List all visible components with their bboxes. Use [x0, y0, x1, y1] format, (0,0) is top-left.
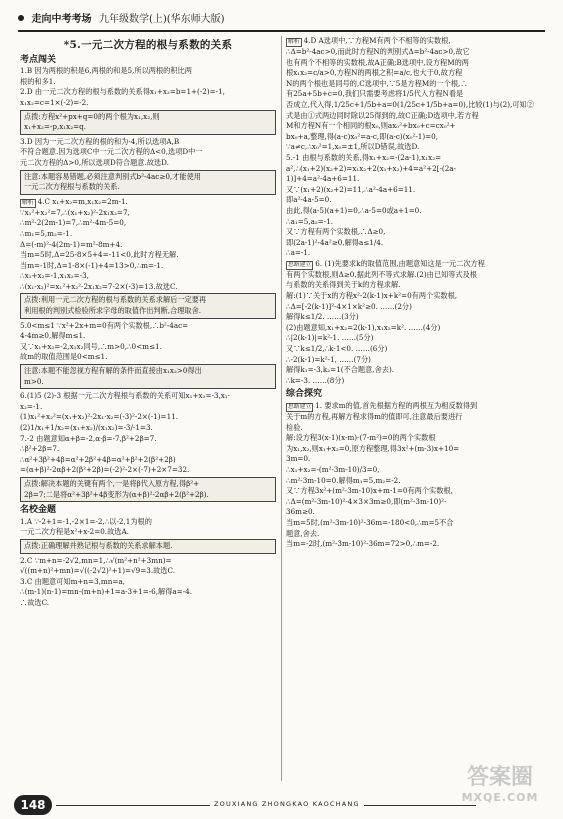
answer-line: 3.C 由题意可知m+n=3,mn=a,	[20, 576, 125, 586]
tip-line: 点拨:方程x²+px+q=0的两个根为x₁,x₂,则	[24, 111, 160, 121]
answer-line: 4-4m≥0,解得m≤1.	[20, 331, 86, 341]
header-brand: 走向中考考场	[31, 14, 92, 25]
caution-line: 一元二次方程根与系数的关系.	[24, 182, 120, 192]
watermark-line2: MXQE.COM	[461, 791, 539, 804]
answer-line: 解得k₁=-3,k₂=1(不合题意,舍去).	[286, 365, 395, 375]
answer-line: ∴Δ=(m²-3m-10)²-4×3×3m≥0,即(m²-3m-10)²-	[286, 496, 447, 506]
answer-text: 4.D A选项中,∵方程M有两个不相等的实数根,	[303, 36, 451, 45]
answer-line: 一元二次方程是x²+x-2=0.故选A.	[20, 527, 129, 537]
approach-tag: 思路建立	[288, 404, 312, 410]
answer-line: ∴x₁+x₂=-(m²-3m-10)/3=0,	[286, 464, 380, 474]
tip-line: 2β=7;二是将α²+3β²+4β变形为(α+β)²-2αβ+2(β²+2β).	[24, 489, 209, 499]
answer-line: ∴a=-1.	[286, 248, 311, 258]
answer-line: 当m=5时,Δ=25-8×5+4=-11<0,此时方程无解.	[20, 250, 179, 260]
answer-line: ∴Δ=[-2(k-1)]²-4×1×k²≥0. ……(2分)	[286, 301, 412, 311]
answer-line: ∴α²+3β²+4β=α²+2β²+4β=α²+β²+2(β²+2β)	[20, 454, 176, 464]
answer-line: 元二次方程的Δ>0,所以选项D符合题意.故选D.	[20, 157, 169, 167]
answer-line: ∴(m-1)(n-1)=mn-(m+n)+1=a-3+1=-6,解得a=-4.	[20, 587, 192, 597]
caution-line: 注意:本题容易错题,必须注意判别式b²-4ac≥0,才能使用	[24, 171, 201, 181]
answer-line: ∴|2(k-1)|=k²-1. ……(5分)	[286, 333, 374, 343]
answer-line: 3m=0.	[286, 454, 311, 464]
answer-line: ∴x₁+x₂=-1,x₁x₂=-3,	[20, 271, 89, 281]
answer-line: 题意,舍去.	[286, 528, 320, 538]
tip-box	[20, 293, 276, 318]
answer-line	[20, 197, 276, 208]
answer-line: ∴(x₁-x₂)²=x₁²+x₂²-2x₁x₂=7-2×(-3)=13.故选C.	[20, 281, 178, 291]
answer-line: x₂=-1.	[20, 401, 43, 411]
answer-line: 也有两个不相等的实数根,故A正确;B选项中,设方程M的两	[286, 57, 469, 67]
tip-box	[20, 477, 276, 502]
answer-line: (2)由题意知,x₁+x₂=2(k-1),x₁x₂=k². ……(4分)	[286, 322, 441, 332]
answer-line: ∴故选C.	[20, 597, 50, 607]
answer-line: 否成立,代入得,1/25c+1/5b+a=0(1/25c+1/5b+a=0),比较(1)与(2),可知②	[286, 99, 534, 109]
answer-line: 有两个实数根,则Δ≥0,据此列不等式求解.(2)由已知等式及根	[286, 269, 477, 279]
answer-line: (1)x₁²+x₂²=(x₁+x₂)²-2x₁·x₂=(-3)²-2×(-1)=11.	[20, 412, 178, 422]
section-heading-zonghe: 综合探究	[286, 389, 323, 400]
page-header	[18, 10, 545, 32]
answer-line: 3.D 因为一元二次方程的根的和为-4,所以选项A,B	[20, 136, 180, 146]
answer-line: 关于m的方程,再解方程求得m的值即可,注意最后要进行	[286, 412, 463, 421]
column-divider	[281, 36, 282, 781]
answer-text: 6. (1)先要求k的取值范围,由题意知这是一元二次方程	[315, 258, 485, 268]
answer-line: 有25a+5b+c=0,我们只需要考虑将1/5代入方程N看是	[286, 89, 464, 99]
answer-line: =(α+β)²-2αβ+2(β²+2β)=(-2)²-2×(-7)+2×7=32.	[20, 465, 190, 475]
tip-line: 利用根的判别式检验所求字母的取值作出判断,合理取舍.	[24, 306, 202, 316]
answer-text: 1. 要求m的值,首先根据方程的两根互为相反数得到	[315, 401, 478, 410]
answer-line: 由此,得(a-5)(a+1)=0,∴a-5=0或a+1=0.	[286, 205, 422, 215]
answer-line: 即a²-4a-5=0.	[286, 195, 332, 205]
answer-line	[286, 259, 544, 270]
answer-line: ∴m²-3m-10=0.解得m₁=5,m₂=-2.	[286, 475, 401, 485]
left-column	[20, 36, 276, 609]
caution-box	[20, 170, 276, 195]
tip-line: x₁+x₂=-p,x₁x₂=q.	[24, 122, 87, 132]
answer-line: 36m≥0.	[286, 507, 315, 517]
answer-line: 即(2a-1)²-4a²≥0,解得a≤1/4.	[286, 237, 384, 247]
answer-line: ∴-2(k-1)=k²-1, ……(7分)	[286, 354, 371, 364]
section-title: *5.一元二次方程的根与系数的关系	[63, 39, 233, 51]
answer-line: ∴Δ=b²-4ac>0,而此时方程N的判别式Δ=b²-4ac>0,故它	[286, 47, 470, 56]
answer-line: 解得k≤1/2. ……(3分)	[286, 312, 359, 322]
answer-line: ∵a≠c,∴x₀²=1,x₀=±1,所以D错误,故选D.	[286, 142, 420, 152]
answer-line: ∴β²+2β=7.	[20, 444, 60, 454]
answer-line: 6.(1)5 (2)-3 根据一元二次方程根与系数的关系可知x₁+x₂=-3,x₁·	[20, 391, 230, 401]
watermark-line1: 答案圈	[466, 765, 533, 790]
approach-tag: 思路建立	[288, 261, 312, 268]
answer-line: N的两个根也是同号的,C选项中,∵5是方程M的一个根,∴	[286, 78, 468, 88]
answer-line: ∴m₁=5,m₂=-1.	[20, 228, 73, 238]
answer-line: 又∵x₁+x₂=-2,x₁x₂同号,∴m>0,∴0<m≤1.	[20, 341, 162, 351]
answer-line: 2.D 由一元二次方程的根与系数的关系得x₁+x₂=b=1+(-2)=-1,	[20, 87, 225, 97]
answer-line: 当m=-1时,Δ=1-8×(-1)+4=13>0,∴m=-1.	[20, 260, 164, 270]
answer-line: 检验.	[286, 422, 303, 432]
answer-line: a²,∴(x₁+2)(x₂+2)=x₁x₂+2(x₁+x₂)+4=a²+2[-(2a-	[286, 163, 456, 173]
answer-line: 故m的取值范围是0<m≤1.	[20, 352, 108, 362]
analysis-tag: 解析	[288, 39, 300, 45]
answer-line: 7.-2 由题意知α+β=-2,α·β=-7,β²+2β=7.	[20, 433, 157, 443]
tip-line: 点拨:利用一元二次方程的根与系数的关系求解后一定要再	[24, 295, 207, 305]
answer-line	[286, 36, 544, 47]
answer-line: (2)1/x₁+1/x₂=(x₁+x₂)/(x₁x₂)=-3/-1=3.	[20, 423, 153, 432]
answer-line: 5.0<m≤1 ∵x²+2x+m=0有两个实数根,∴b²-4ac=	[20, 320, 189, 330]
answer-line	[286, 401, 544, 412]
caution-line: 注意:本题不能忽视方程有解的条件而直接由x₁x₂>0得出	[24, 366, 202, 376]
right-column	[286, 36, 544, 550]
answer-line: 1.A ∵-2+1=-1,-2×1=-2,∴以-2,1为根的	[20, 516, 152, 526]
answer-line: 式是由①式两边同时除以25得到的,故C正确;D选项中,若方程	[286, 110, 479, 120]
header-subtitle: 九年级数学(上)(华东师大版)	[98, 14, 225, 25]
answer-line: M和方程N有一个相同的根x₀,则ax₀²+bx₀+c=cx₀²+	[286, 121, 456, 131]
answer-line: 不符合题意.因为选项C中一元二次方程的Δ<0,选项D中一	[20, 147, 203, 157]
section-heading-mingxiao: 名校金题	[20, 505, 57, 516]
answer-line: 为x₁,x₂,则x₁+x₂=0,原方程整理,得3x²+(m-3)x+10=	[286, 443, 460, 453]
tip-line: 点拨:正确理解并熟记根与系数的关系求解本题.	[24, 540, 173, 550]
answer-line: 2.C ∵m+n=-2√2,mn=1,∴√(m²+n²+3mn)=	[20, 555, 172, 565]
answer-line: 又∵(x₁+2)(x₂+2)=11,∴a²-4a+6=11.	[286, 184, 416, 194]
answer-line: ∴k=-3. ……(8分)	[286, 375, 345, 385]
answer-line: 根的和多1.	[20, 76, 56, 86]
answer-line: 与系数的关系得到关于k的方程求解.	[286, 280, 401, 290]
answer-line: 解:设方程3(x-1)(x-m)-(7-m²)=0的两个实数根	[286, 433, 436, 443]
caution-box	[20, 364, 276, 389]
tip-box	[20, 539, 276, 554]
answer-line: 根x₁x₂=c/a>0,方程N的两根之积=a/c,也大于0,故方程	[286, 68, 463, 78]
answer-line: 1)]+4=a²-4a+6=11.	[286, 174, 360, 184]
answer-line: 当m=-2时,(m²-3m-10)²-36m=72>0,∴m=-2.	[286, 539, 440, 549]
tip-box	[20, 110, 276, 135]
answer-line: 1.B 因为两根的积是6,两根的和是5,所以两根的积比两	[20, 66, 192, 76]
tip-line: 点拨:解决本题的关键有两个,一是将β代入原方程,得β²+	[24, 478, 200, 488]
answer-line: 又∵k≤1/2,∴k-1<0. ……(6分)	[286, 344, 388, 354]
answer-line: √((m+n)²+mn)=√((-2√2)²+1)=√9=3.故选C.	[20, 566, 176, 576]
answer-line: ∴m²-2(2m-1)=7,∴m²-4m-5=0,	[20, 218, 127, 228]
analysis-tag: 解析	[22, 199, 34, 206]
answer-line: Δ=(-m)²-4(2m-1)=m²-8m+4.	[20, 239, 123, 249]
bullet-icon	[18, 15, 24, 21]
answer-line: ∴a₁=5,a₂=-1.	[286, 216, 334, 226]
answer-line: x₁x₂=c=1×(-2)=-2.	[20, 97, 89, 107]
answer-text: 4.C x₁+x₂=m,x₁x₂=2m-1.	[37, 196, 128, 206]
section-heading-kaodian: 考点闯关	[20, 54, 57, 65]
answer-line: 解:(1)∵关于x的方程x²-2(k-1)x+k²=0有两个实数根,	[286, 291, 458, 301]
watermark	[445, 765, 555, 815]
answer-line: bx₀+a,整理,得(a-c)x₀²=a-c,即(a-c)(x₀²-1)=0,	[286, 131, 439, 141]
answer-line: 5.-1 由根与系数的关系,得x₁+x₂=-(2a-1),x₁x₂=	[286, 152, 442, 162]
answer-line: 又∵方程3x²+(m²-3m-10)x+m-1=0有两个实数根,	[286, 486, 453, 496]
caution-line: m>0.	[24, 376, 44, 386]
answer-line: 当m=5时,(m²-3m-10)²-36m=-180<0,∴m=5不合	[286, 517, 454, 527]
answer-line: ∵x₁²+x₂²=7,∴(x₁+x₂)²-2x₁x₂=7,	[20, 207, 130, 217]
answer-line: 又∵方程有两个实数根,∴Δ≥0,	[286, 227, 386, 237]
footer-pinyin: ZOUXIANG ZHONGKAO KAOCHANG	[210, 800, 364, 808]
page-number: 148	[14, 795, 52, 815]
